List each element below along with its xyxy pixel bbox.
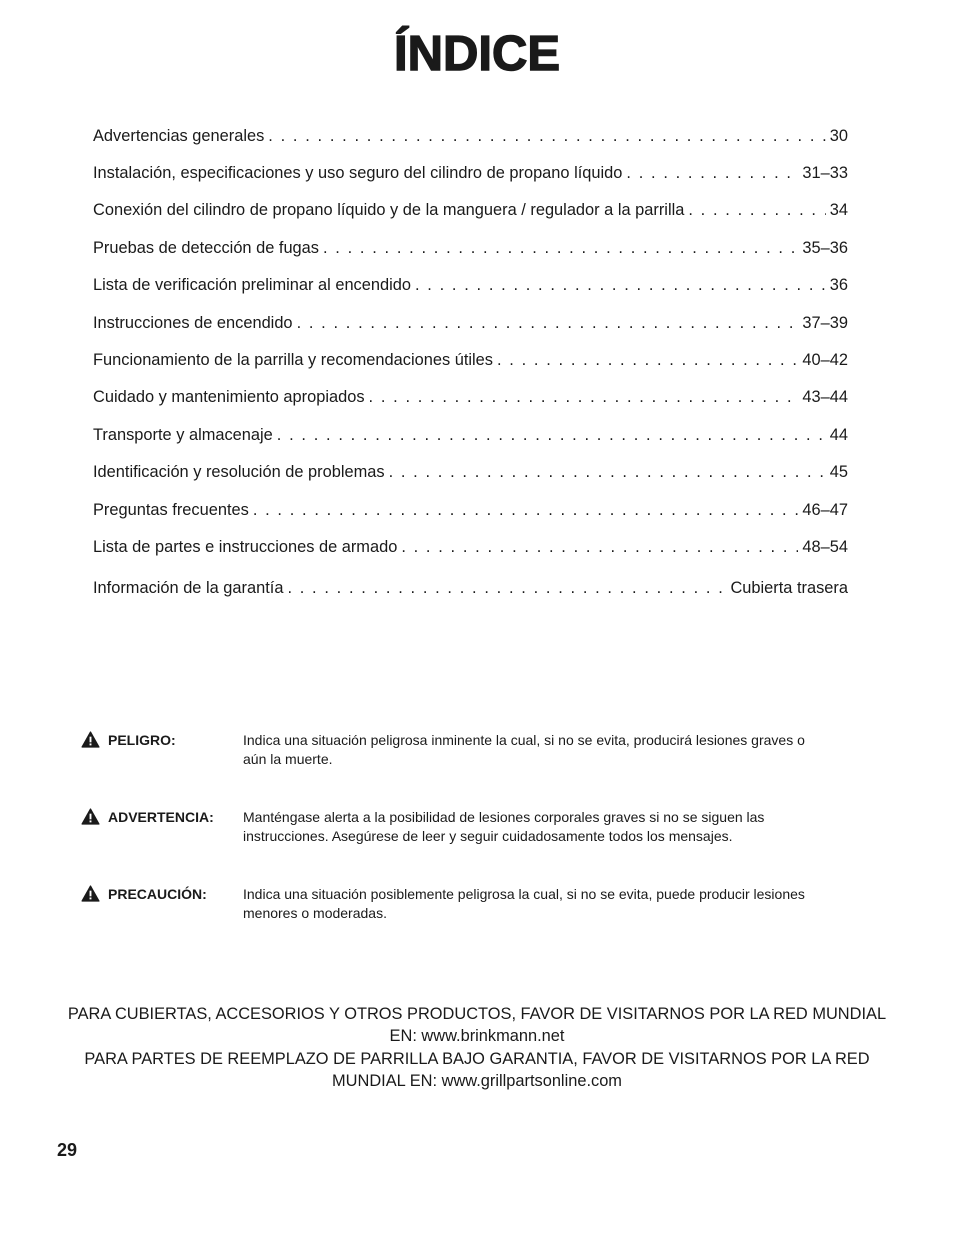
toc-entry-page: 40–42 (802, 351, 848, 369)
toc-dot-leader (268, 127, 825, 146)
toc-entry-label: Transporte y almacenaje (93, 426, 273, 444)
toc-dot-leader (497, 351, 798, 370)
toc-dot-leader (287, 579, 726, 598)
toc-dot-leader (389, 463, 826, 482)
toc-entry-label: Instrucciones de encendido (93, 314, 293, 332)
footer-parts-notice: PARA PARTES DE REEMPLAZO DE PARRILLA BAJO GARANTIA, FAVOR DE VISITARNOS POR LA RED MUNDIAL EN: www.grillpartsonline.com (84, 1050, 870, 1090)
toc-entry-label: Información de la garantía (93, 579, 284, 597)
toc-dot-leader (297, 314, 799, 333)
toc-entry-label: Advertencias generales (93, 127, 265, 145)
toc-entry-label: Lista de verificación preliminar al encendido (93, 276, 411, 294)
toc-entry-page: 44 (829, 426, 848, 444)
toc-dot-leader (688, 201, 825, 220)
warning-label (81, 808, 214, 825)
toc-entry (93, 579, 848, 601)
toc-entry-page: Cubierta trasera (730, 579, 848, 597)
toc-entry (93, 538, 848, 560)
toc-entry-label: Preguntas frecuentes (93, 501, 249, 519)
warning-label-text: PRECAUCIÓN: (108, 885, 207, 902)
warning-description: Manténgase alerta a la posibilidad de lesiones corporales graves si no se siguen las instrucciones. Asegúrese de leer y seguir cuidadosamente todos los mensajes. (243, 809, 765, 844)
toc-entry (93, 276, 848, 298)
toc-entry-page: 30 (829, 127, 848, 145)
toc-entry (93, 351, 848, 373)
toc-dot-leader (626, 164, 798, 183)
toc-entry-page: 35–36 (802, 239, 848, 257)
toc-dot-leader (369, 388, 799, 407)
warning-description: Indica una situación posiblemente peligrosa la cual, si no se evita, puede producir lesiones menores o moderadas. (243, 886, 805, 921)
toc-dot-leader (277, 426, 826, 445)
toc-entry-page: 37–39 (802, 314, 848, 332)
toc-entry (93, 426, 848, 448)
warning-triangle-icon (81, 885, 100, 902)
toc-entry-label: Funcionamiento de la parrilla y recomendaciones útiles (93, 351, 493, 369)
toc-entry-page: 34 (829, 201, 848, 219)
page-number: 29 (57, 1140, 78, 1160)
toc-entry (93, 463, 848, 485)
warning-label (81, 731, 176, 748)
toc-entry (93, 201, 848, 223)
warning-triangle-icon (81, 731, 100, 748)
warning-label (81, 885, 207, 902)
toc-entry (93, 239, 848, 261)
toc-entry-page: 46–47 (802, 501, 848, 519)
toc-entry-page: 36 (829, 276, 848, 294)
toc-entry-label: Cuidado y mantenimiento apropiados (93, 388, 365, 406)
toc-entry-label: Lista de partes e instrucciones de armado (93, 538, 398, 556)
toc-dot-leader (323, 239, 798, 258)
toc-entry (93, 164, 848, 186)
warning-triangle-icon (81, 808, 100, 825)
toc-dot-leader (415, 276, 826, 295)
toc-entry-label: Conexión del cilindro de propano líquido y de la manguera / regulador a la parrilla (93, 201, 685, 219)
toc-entry (93, 501, 848, 523)
warning-description: Indica una situación peligrosa inminente la cual, si no se evita, producirá lesiones graves o aún la muerte. (243, 732, 805, 767)
toc-dot-leader (401, 538, 798, 557)
toc-entry-page: 45 (829, 463, 848, 481)
toc-entry-page: 31–33 (802, 164, 848, 182)
warning-label-text: ADVERTENCIA: (108, 808, 214, 825)
toc-entry-page: 48–54 (802, 538, 848, 556)
footer-accessories-notice: PARA CUBIERTAS, ACCESORIOS Y OTROS PRODUCTOS, FAVOR DE VISITARNOS POR LA RED MUNDIAL EN: www.brinkmann.net (67, 1005, 887, 1045)
toc-entry (93, 127, 848, 149)
toc-entry-label: Identificación y resolución de problemas (93, 463, 385, 481)
toc-dot-leader (253, 501, 799, 520)
warning-label-text: PELIGRO: (108, 731, 176, 748)
page-title: ÍNDICE (393, 27, 561, 81)
toc-entry (93, 314, 848, 336)
toc-entry-label: Pruebas de detección de fugas (93, 239, 319, 257)
toc-entry (93, 388, 848, 410)
toc-entry-page: 43–44 (802, 388, 848, 406)
toc-entry-label: Instalación, especificaciones y uso seguro del cilindro de propano líquido (93, 164, 623, 182)
